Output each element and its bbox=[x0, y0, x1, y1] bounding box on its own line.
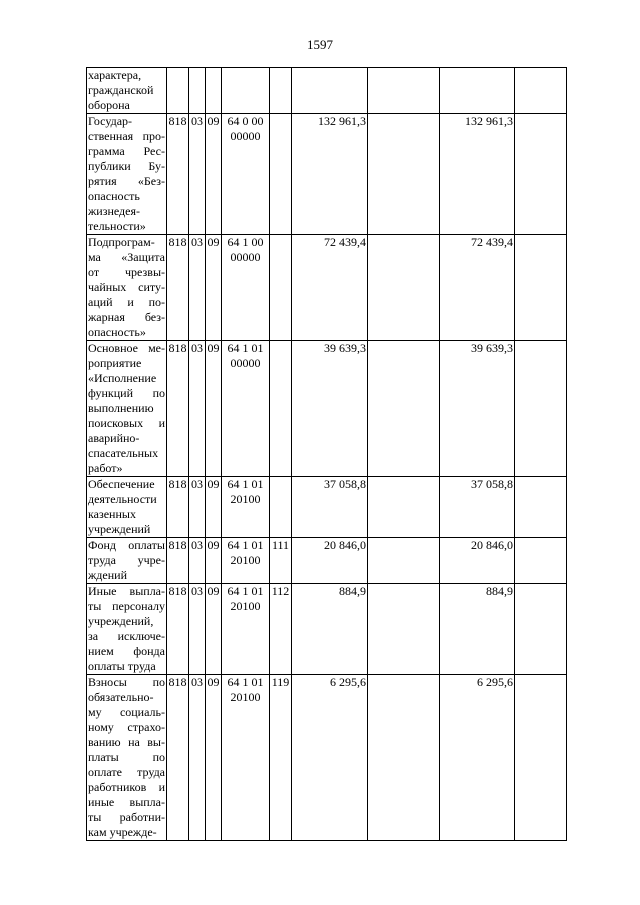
target-article-cell bbox=[222, 675, 270, 841]
row-name-line: учреждений bbox=[88, 522, 151, 536]
section-code-cell: 03 bbox=[189, 235, 206, 341]
empty-cell bbox=[515, 68, 567, 114]
table-row bbox=[87, 341, 567, 477]
row-name-line: Основное ме- bbox=[88, 341, 165, 355]
target-article-line: 20100 bbox=[230, 599, 261, 613]
expense-type-cell: 119 bbox=[270, 675, 292, 841]
empty-cell bbox=[515, 675, 567, 841]
grbs-code-cell bbox=[167, 68, 189, 114]
amount-cell bbox=[368, 235, 440, 341]
target-article-line: 64 1 01 bbox=[227, 477, 264, 491]
row-name-line: Фонд оплаты bbox=[88, 538, 165, 552]
amount-cell: 132 961,3 bbox=[440, 114, 515, 235]
row-name-cell bbox=[87, 341, 167, 477]
amount-cell bbox=[368, 538, 440, 584]
row-name-line: «Исполнение bbox=[88, 371, 157, 385]
grbs-code-cell: 818 bbox=[167, 114, 189, 235]
row-name-cell bbox=[87, 235, 167, 341]
row-name-line: характера, bbox=[88, 68, 142, 82]
expense-type-cell: 111 bbox=[270, 538, 292, 584]
section-code-cell: 03 bbox=[189, 341, 206, 477]
target-article-cell bbox=[222, 114, 270, 235]
row-name-line: работ» bbox=[88, 461, 123, 475]
target-article-cell bbox=[222, 341, 270, 477]
grbs-code-cell: 818 bbox=[167, 584, 189, 675]
amount-cell: 39 639,3 bbox=[440, 341, 515, 477]
row-name-line: оплаты труда bbox=[88, 659, 156, 673]
amount-cell bbox=[368, 341, 440, 477]
grbs-code-cell: 818 bbox=[167, 235, 189, 341]
row-name-line: кам учрежде- bbox=[88, 825, 157, 839]
total-amount-cell: 132 961,3 bbox=[292, 114, 368, 235]
expense-type-cell bbox=[270, 68, 292, 114]
empty-cell bbox=[515, 584, 567, 675]
target-article-line: 00000 bbox=[230, 250, 261, 264]
row-name-line: ма «Защита bbox=[88, 250, 165, 264]
total-amount-cell: 6 295,6 bbox=[292, 675, 368, 841]
row-name-line: поисковых и bbox=[88, 416, 165, 430]
subsection-code-cell: 09 bbox=[206, 675, 222, 841]
row-name-line: работников и bbox=[88, 780, 165, 794]
row-name-line: обязательно- bbox=[88, 690, 154, 704]
empty-cell bbox=[515, 341, 567, 477]
table-body bbox=[87, 68, 567, 841]
expense-type-cell: 112 bbox=[270, 584, 292, 675]
row-name-line: гражданской bbox=[88, 83, 154, 97]
budget-table bbox=[86, 67, 567, 841]
row-name-line: публики Бу- bbox=[88, 159, 165, 173]
empty-cell bbox=[515, 538, 567, 584]
table-row bbox=[87, 538, 567, 584]
row-name-line: роприятие bbox=[88, 356, 142, 370]
row-name-line: выполнению bbox=[88, 401, 154, 415]
target-article-cell bbox=[222, 477, 270, 538]
target-article-line: 64 1 01 bbox=[227, 341, 264, 355]
section-code-cell: 03 bbox=[189, 477, 206, 538]
row-name-line: аций и по- bbox=[88, 295, 165, 309]
subsection-code-cell: 09 bbox=[206, 584, 222, 675]
table-row bbox=[87, 68, 567, 114]
empty-cell bbox=[515, 477, 567, 538]
total-amount-cell: 39 639,3 bbox=[292, 341, 368, 477]
row-name-line: Иные выпла- bbox=[88, 584, 165, 598]
row-name-cell bbox=[87, 538, 167, 584]
expense-type-cell bbox=[270, 341, 292, 477]
subsection-code-cell: 09 bbox=[206, 538, 222, 584]
row-name-line: чайных ситу- bbox=[88, 280, 165, 294]
row-name-line: жарная без- bbox=[88, 310, 165, 324]
subsection-code-cell: 09 bbox=[206, 235, 222, 341]
grbs-code-cell: 818 bbox=[167, 538, 189, 584]
row-name-line: ждений bbox=[88, 568, 127, 582]
row-name-line: Государ- bbox=[88, 114, 133, 128]
row-name-line: от чрезвы- bbox=[88, 265, 165, 279]
target-article-line: 64 1 00 bbox=[227, 235, 264, 249]
amount-cell bbox=[368, 477, 440, 538]
row-name-cell bbox=[87, 114, 167, 235]
grbs-code-cell: 818 bbox=[167, 341, 189, 477]
empty-cell bbox=[515, 114, 567, 235]
row-name-cell bbox=[87, 584, 167, 675]
amount-cell: 6 295,6 bbox=[440, 675, 515, 841]
row-name-line: Подпрограм- bbox=[88, 235, 155, 249]
amount-cell bbox=[368, 114, 440, 235]
row-name-line: ты персоналу bbox=[88, 599, 165, 613]
grbs-code-cell: 818 bbox=[167, 675, 189, 841]
row-name-line: иные выпла- bbox=[88, 795, 165, 809]
row-name-line: деятельности bbox=[88, 492, 157, 506]
table-row bbox=[87, 235, 567, 341]
row-name-line: платы по bbox=[88, 750, 165, 764]
amount-cell bbox=[368, 68, 440, 114]
row-name-line: труда учре- bbox=[88, 553, 165, 567]
row-name-cell bbox=[87, 68, 167, 114]
row-name-line: опасность» bbox=[88, 325, 146, 339]
row-name-line: функций по bbox=[88, 386, 165, 400]
target-article-line: 64 1 01 bbox=[227, 538, 264, 552]
target-article-line: 64 0 00 bbox=[227, 114, 264, 128]
row-name-line: аварийно- bbox=[88, 431, 140, 445]
amount-cell: 37 058,8 bbox=[440, 477, 515, 538]
row-name-line: спасательных bbox=[88, 446, 159, 460]
empty-cell bbox=[515, 235, 567, 341]
row-name-line: рятия «Без- bbox=[88, 174, 165, 188]
target-article-cell bbox=[222, 68, 270, 114]
expense-type-cell bbox=[270, 114, 292, 235]
row-name-line: грамма Рес- bbox=[88, 144, 165, 158]
target-article-line: 20100 bbox=[230, 690, 261, 704]
row-name-line: за исключе- bbox=[88, 629, 165, 643]
subsection-code-cell: 09 bbox=[206, 477, 222, 538]
total-amount-cell: 37 058,8 bbox=[292, 477, 368, 538]
expense-type-cell bbox=[270, 235, 292, 341]
row-name-line: ванию на вы- bbox=[88, 735, 165, 749]
table-row bbox=[87, 114, 567, 235]
section-code-cell: 03 bbox=[189, 584, 206, 675]
row-name-line: казенных bbox=[88, 507, 136, 521]
row-name-line: оплате труда bbox=[88, 765, 165, 779]
row-name-line: тельности» bbox=[88, 219, 146, 233]
target-article-line: 20100 bbox=[230, 553, 261, 567]
page-number: 1597 bbox=[307, 37, 333, 52]
target-article-line bbox=[223, 68, 268, 83]
target-article-line: 20100 bbox=[230, 492, 261, 506]
row-name-cell bbox=[87, 675, 167, 841]
amount-cell bbox=[368, 584, 440, 675]
expense-type-cell bbox=[270, 477, 292, 538]
target-article-cell bbox=[222, 235, 270, 341]
table-row bbox=[87, 477, 567, 538]
total-amount-cell: 20 846,0 bbox=[292, 538, 368, 584]
total-amount-cell: 884,9 bbox=[292, 584, 368, 675]
grbs-code-cell: 818 bbox=[167, 477, 189, 538]
row-name-line: опасность bbox=[88, 189, 140, 203]
section-code-cell: 03 bbox=[189, 538, 206, 584]
target-article-line bbox=[223, 83, 268, 98]
target-article-line: 00000 bbox=[230, 356, 261, 370]
amount-cell: 20 846,0 bbox=[440, 538, 515, 584]
subsection-code-cell: 09 bbox=[206, 341, 222, 477]
row-name-line: ственная про- bbox=[88, 129, 165, 143]
row-name-line: оборона bbox=[88, 98, 130, 112]
row-name-line: ному страхо- bbox=[88, 720, 165, 734]
amount-cell bbox=[440, 68, 515, 114]
row-name-line: Обеспечение bbox=[88, 477, 155, 491]
target-article-line: 00000 bbox=[230, 129, 261, 143]
section-code-cell bbox=[189, 68, 206, 114]
section-code-cell: 03 bbox=[189, 114, 206, 235]
target-article-cell bbox=[222, 584, 270, 675]
row-name-line: нием фонда bbox=[88, 644, 165, 658]
table-row bbox=[87, 584, 567, 675]
row-name-line: жизнедея- bbox=[88, 204, 140, 218]
target-article-cell bbox=[222, 538, 270, 584]
target-article-line: 64 1 01 bbox=[227, 675, 264, 689]
total-amount-cell: 72 439,4 bbox=[292, 235, 368, 341]
row-name-cell bbox=[87, 477, 167, 538]
target-article-line: 64 1 01 bbox=[227, 584, 264, 598]
amount-cell bbox=[368, 675, 440, 841]
section-code-cell: 03 bbox=[189, 675, 206, 841]
subsection-code-cell: 09 bbox=[206, 114, 222, 235]
row-name-line: учреждений, bbox=[88, 614, 154, 628]
subsection-code-cell bbox=[206, 68, 222, 114]
row-name-line: Взносы по bbox=[88, 675, 165, 689]
row-name-line: му социаль- bbox=[88, 705, 165, 719]
amount-cell: 884,9 bbox=[440, 584, 515, 675]
table-row bbox=[87, 675, 567, 841]
total-amount-cell bbox=[292, 68, 368, 114]
row-name-line: ты работни- bbox=[88, 810, 165, 824]
amount-cell: 72 439,4 bbox=[440, 235, 515, 341]
